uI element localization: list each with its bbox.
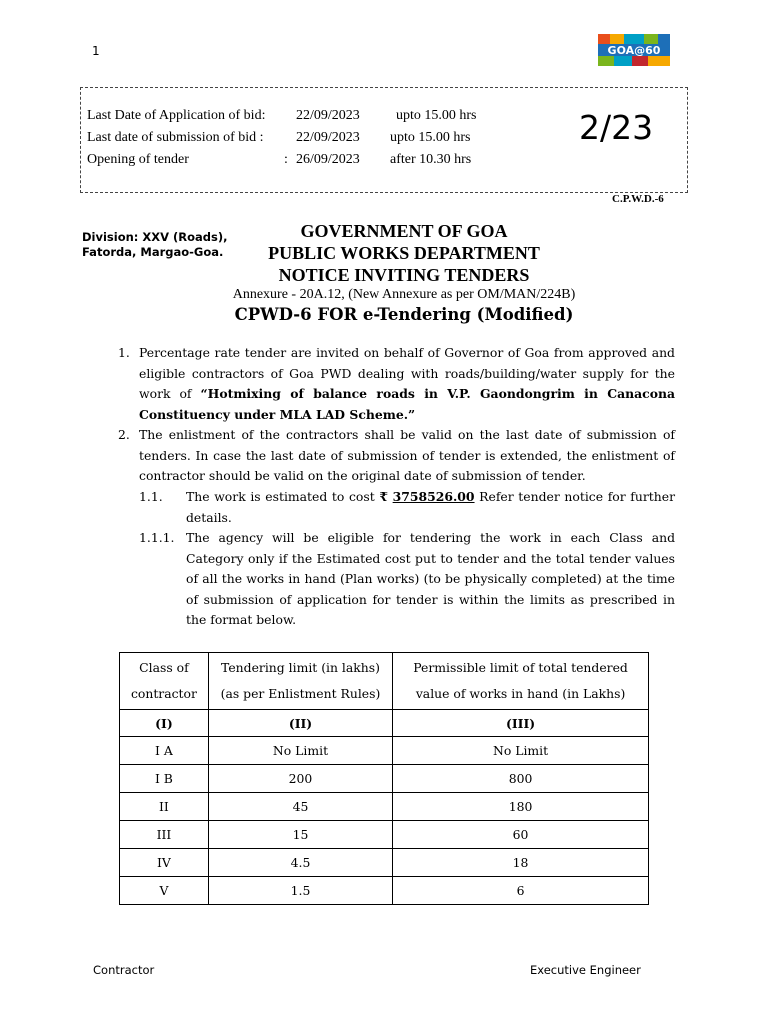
division-address: Division: XXV (Roads), Fatorda, Margao-Goa.	[82, 230, 228, 259]
header-tendering-limit: Tendering limit (in lakhs) (as per Enlistment Rules)	[208, 653, 392, 710]
table-roman-row: (I) (II) (III)	[120, 710, 649, 737]
contractor-signature-label: Contractor	[93, 963, 155, 977]
table-row: IV 4.5 18	[120, 849, 649, 877]
clause-1-1: The work is estimated to cost ₹ 3758526.00 Refer tender notice for further details.	[186, 489, 675, 525]
table-row: II 45 180	[120, 793, 649, 821]
rupee-icon: ₹	[379, 489, 388, 504]
clause-1-1-1: The agency will be eligible for tendering the work in each Class and Category only if the Estimated cost put to tender and the total tender values of all the works in hand (Plan works) (to be physically completed) at the time of submission of application for tender is within the limits as prescribed in the format below.	[186, 530, 675, 627]
form-code: C.P.W.D.-6	[612, 193, 664, 205]
executive-engineer-signature-label: Executive Engineer	[530, 963, 641, 977]
clause-1-number: 1.	[118, 345, 130, 360]
clause-2-number: 2.	[118, 427, 130, 442]
government-heading: GOVERNMENT OF GOA	[300, 221, 508, 241]
header-class: Class of contractor	[120, 653, 209, 710]
clause-2: The enlistment of the contractors shall be valid on the last date of submission of tenders. In case the last date of submission of tender is extended, the enlistment of contractor should be valid on the original date of submission of tender.	[139, 427, 675, 483]
bid-dates-box: Last Date of Application of bid: 22/09/2023 upto 15.00 hrs Last date of submission of bid : 22/09/2023 upto 15.00 hrs Opening of tender : 26/09/2023 after 10.30 hrs 2/23	[80, 87, 688, 193]
table-row: III 15 60	[120, 821, 649, 849]
notice-heading: NOTICE INVITING TENDERS	[278, 265, 530, 285]
logo-text: GOA@60	[607, 44, 661, 57]
estimated-cost: 3758526.00	[392, 489, 475, 504]
table-row: I A No Limit No Limit	[120, 737, 649, 765]
tender-limits-table	[119, 652, 649, 905]
clause-1: Percentage rate tender are invited on behalf of Governor of Goa from approved and eligible contractors of Goa PWD dealing with roads/building/water supply for the work of “Hotmixing of balance roads in V.P. Gaondongrim in Canacona Constituency under MLA LAD Scheme.”	[139, 345, 675, 422]
table-row: I B 200 800	[120, 765, 649, 793]
table-header-row	[120, 653, 649, 710]
page-number: 1	[92, 44, 100, 58]
clause-1-1-1-number: 1.1.1.	[139, 530, 175, 545]
form-title: CPWD-6 FOR e-Tendering (Modified)	[234, 305, 574, 324]
department-heading: PUBLIC WORKS DEPARTMENT	[268, 243, 540, 263]
table-row: V 1.5 6	[120, 877, 649, 905]
annexure-line: Annexure - 20A.12, (New Annexure as per OM/MAN/224B)	[232, 287, 576, 302]
tender-number: 2/23	[579, 108, 654, 147]
work-name: “Hotmixing of balance roads in V.P. Gaondongrim in Canacona Constituency under MLA LAD Scheme.”	[139, 386, 675, 422]
header-permissible-limit: Permissible limit of total tendered value of works in hand (in Lakhs)	[393, 653, 649, 710]
goa-at-60-logo	[598, 34, 670, 66]
clause-1-1-number: 1.1.	[139, 489, 163, 504]
